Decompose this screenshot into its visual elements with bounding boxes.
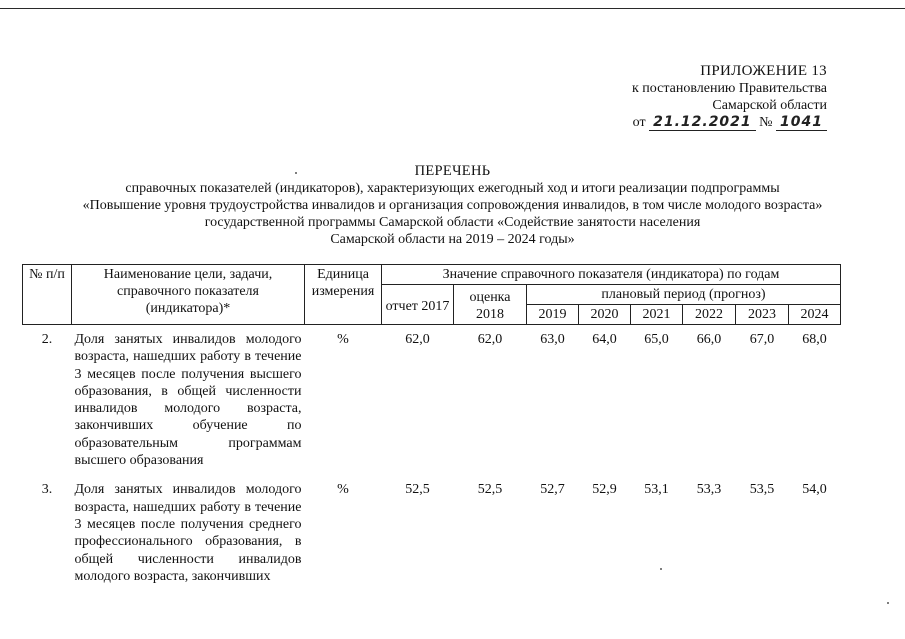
header-year-2019: 2019	[527, 305, 579, 325]
row-value-2024: 68,0	[802, 332, 827, 347]
row-value-2021: 65,0	[644, 332, 669, 347]
heading-line-4: Самарской области на 2019 – 2024 годы»	[330, 232, 575, 247]
handwritten-date: 21.12.2021	[649, 114, 756, 131]
row-value-2020: 52,9	[592, 482, 617, 498]
header-unit: Единица измерения	[305, 265, 382, 325]
handwritten-number: 1041	[776, 114, 827, 131]
date-prefix: от	[632, 115, 646, 130]
row-unit: %	[337, 332, 349, 347]
scan-speck	[295, 172, 297, 174]
row-value-2017: 52,5	[405, 482, 430, 498]
row-name: Доля занятых инвалидов молодого возраста, нашедших работу в течение 3 месяцев после получения высшего образования, в общей численности инвалидов молодого возраста, закончивших обучение по образовательным программам высшего образования	[74, 332, 302, 469]
document-heading	[0, 163, 905, 248]
row-value-2022: 53,3	[696, 482, 722, 498]
header-name: Наименование цели, задачи, справочного показателя (индикатора)*	[72, 265, 305, 325]
indicators-table	[22, 264, 841, 585]
row-value-2023: 67,0	[749, 332, 775, 347]
appendix-line-2: Самарской области	[712, 98, 827, 113]
row-num: 3.	[41, 482, 53, 498]
header-year-2022: 2022	[683, 305, 736, 325]
heading-line-3: государственной программы Самарской области «Содействие занятости населения	[204, 215, 701, 230]
scan-speck	[887, 602, 889, 604]
header-year-2020: 2020	[579, 305, 631, 325]
top-border-line	[0, 8, 905, 9]
number-prefix: №	[759, 115, 773, 130]
header-estimate-2018: оценка 2018	[454, 285, 527, 325]
header-plan-group: плановый период (прогноз)	[527, 285, 841, 305]
scan-speck	[660, 568, 662, 570]
row-value-2018: 52,5	[477, 482, 503, 498]
header-num: № п/п	[23, 265, 72, 325]
decree-date-number	[632, 114, 827, 131]
header-year-2023: 2023	[736, 305, 789, 325]
row-value-2020: 64,0	[592, 332, 617, 347]
row-value-2022: 66,0	[696, 332, 722, 347]
header-report-2017: отчет 2017	[382, 285, 454, 325]
appendix-title: ПРИЛОЖЕНИЕ 13	[700, 63, 827, 79]
row-value-2024: 54,0	[802, 482, 827, 498]
header-value-group: Значение справочного показателя (индикатора) по годам	[382, 265, 841, 285]
row-name: Доля занятых инвалидов молодого возраста, нашедших работу в течение 3 месяцев после получения среднего профессионального образования, в общей численности инвалидов молодого возраста, закончивших	[74, 482, 302, 584]
table-row	[23, 325, 841, 470]
table-row	[23, 469, 841, 585]
row-value-2023: 53,5	[749, 482, 775, 498]
row-unit: %	[337, 482, 349, 498]
heading-title: ПЕРЕЧЕНЬ	[414, 163, 491, 179]
row-num: 2.	[41, 332, 53, 347]
header-year-2021: 2021	[631, 305, 683, 325]
heading-line-1: справочных показателей (индикаторов), характеризующих ежегодный ход и итоги реализации подпрограммы	[125, 181, 780, 196]
appendix-line-1: к постановлению Правительства	[631, 81, 827, 96]
appendix-block	[632, 63, 827, 131]
heading-line-2: «Повышение уровня трудоустройства инвалидов и организация сопровождения инвалидов, в том числе молодого возраста»	[82, 198, 823, 213]
header-year-2024: 2024	[789, 305, 841, 325]
row-value-2021: 53,1	[644, 482, 669, 498]
row-value-2019: 63,0	[540, 332, 565, 347]
row-value-2017: 62,0	[405, 332, 430, 347]
row-value-2018: 62,0	[477, 332, 503, 347]
row-value-2019: 52,7	[540, 482, 565, 498]
